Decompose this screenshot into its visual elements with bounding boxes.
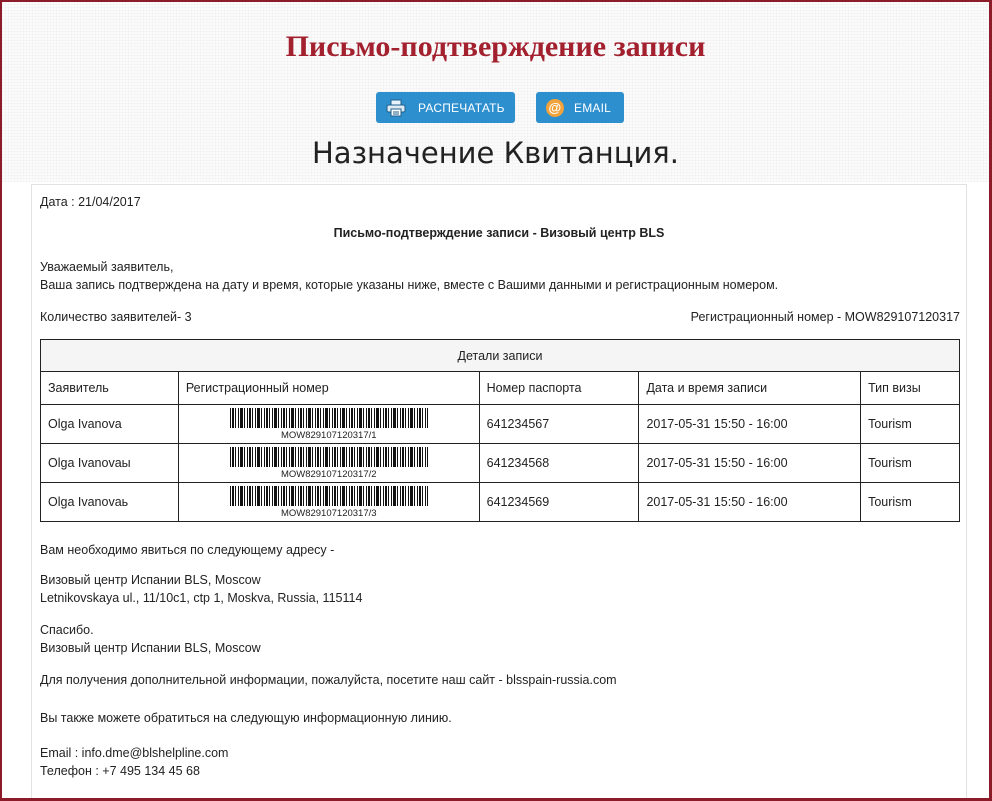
appointment-datetime: 2017-05-31 15:50 - 16:00 bbox=[639, 444, 861, 483]
contacts bbox=[40, 744, 228, 780]
print-button-label: РАСПЕЧАТАТЬ bbox=[418, 100, 505, 115]
contact-phone: Телефон : +7 495 134 45 68 bbox=[40, 764, 200, 778]
column-header: Дата и время записи bbox=[639, 372, 861, 405]
appointment-datetime: 2017-05-31 15:50 - 16:00 bbox=[639, 405, 861, 444]
appointment-datetime: 2017-05-31 15:50 - 16:00 bbox=[639, 483, 861, 522]
column-header: Тип визы bbox=[861, 372, 960, 405]
passport-number: 641234568 bbox=[479, 444, 639, 483]
greeting-salutation: Уважаемый заявитель, bbox=[40, 260, 174, 274]
visa-type: Tourism bbox=[861, 444, 960, 483]
table-row bbox=[41, 444, 960, 483]
applicant-count: Количество заявителей- 3 bbox=[40, 310, 192, 324]
table-row bbox=[41, 405, 960, 444]
visa-type: Tourism bbox=[861, 405, 960, 444]
email-button[interactable] bbox=[536, 92, 624, 123]
info-text: Для получения дополнительной информации, пожалуйста, посетите наш сайт - blsspain-russia.com bbox=[40, 673, 617, 687]
letter-date: Дата : 21/04/2017 bbox=[40, 195, 141, 209]
receipt-heading: Назначение Квитанция. bbox=[312, 136, 679, 170]
address-line: Визовый центр Испании BLS, Moscow bbox=[40, 573, 261, 587]
print-button[interactable] bbox=[376, 92, 515, 123]
greeting bbox=[40, 258, 778, 294]
at-sign-icon: @ bbox=[546, 99, 564, 117]
barcode-cell bbox=[178, 405, 479, 444]
barcode-text: MOW829107120317/2 bbox=[280, 468, 377, 480]
email-button-label: EMAIL bbox=[574, 100, 612, 115]
barcode-cell bbox=[178, 483, 479, 522]
contact-email: Email : info.dme@blshelpline.com bbox=[40, 746, 229, 760]
barcode-image bbox=[230, 447, 428, 467]
address-intro: Вам необходимо явиться по следующему адресу - bbox=[40, 543, 335, 557]
printer-icon bbox=[386, 99, 406, 117]
column-header: Регистрационный номер bbox=[178, 372, 479, 405]
signature: Визовый центр Испании BLS, Moscow bbox=[40, 641, 261, 655]
helpline-text: Вы также можете обратиться на следующую информационную линию. bbox=[40, 711, 452, 725]
passport-number: 641234567 bbox=[479, 405, 639, 444]
visa-center-address bbox=[40, 571, 362, 607]
applicant-name: Olga Ivanovaы bbox=[41, 444, 179, 483]
page-title: Письмо-подтверждение записи bbox=[285, 30, 706, 63]
barcode-image bbox=[230, 408, 428, 428]
barcode-text: MOW829107120317/1 bbox=[280, 429, 377, 441]
column-header: Заявитель bbox=[41, 372, 179, 405]
barcode-image bbox=[230, 486, 428, 506]
table-row bbox=[41, 483, 960, 522]
column-header: Номер паспорта bbox=[479, 372, 639, 405]
address-line: Letnikovskaya ul., 11/10c1, ctp 1, Moskva, Russia, 115114 bbox=[40, 591, 363, 605]
thanks-text: Спасибо. bbox=[40, 623, 94, 637]
table-header-row bbox=[41, 372, 960, 405]
barcode-text: MOW829107120317/3 bbox=[280, 507, 377, 519]
registration-number: Регистрационный номер - MOW829107120317 bbox=[690, 310, 960, 324]
appointment-details-table bbox=[40, 339, 960, 522]
closing bbox=[40, 621, 261, 657]
applicant-name: Olga Ivanova bbox=[41, 405, 179, 444]
confirmation-letter bbox=[31, 184, 967, 801]
visa-type: Tourism bbox=[861, 483, 960, 522]
table-caption: Детали записи bbox=[41, 340, 960, 372]
greeting-body: Ваша запись подтверждена на дату и время, которые указаны ниже, вместе с Вашими данными и регистрационным номером. bbox=[40, 278, 779, 292]
barcode-cell bbox=[178, 444, 479, 483]
letter-subject: Письмо-подтверждение записи - Визовый центр BLS bbox=[333, 226, 665, 240]
applicant-name: Olga Ivanovaь bbox=[41, 483, 179, 522]
passport-number: 641234569 bbox=[479, 483, 639, 522]
